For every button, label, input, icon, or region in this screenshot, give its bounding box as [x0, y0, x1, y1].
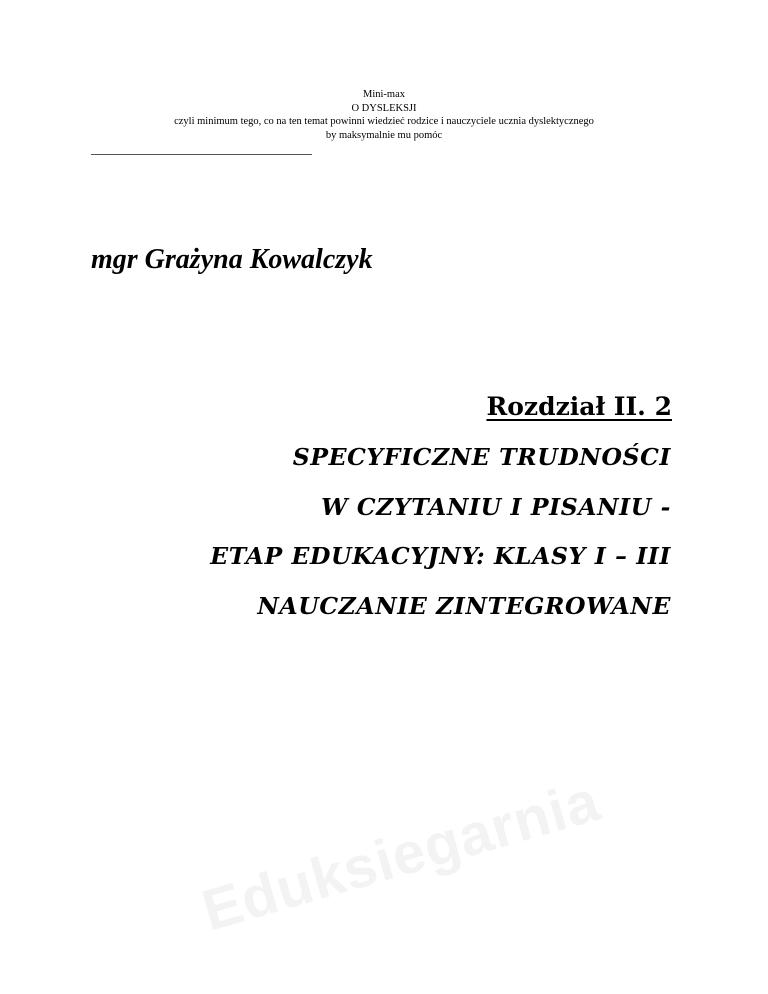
header-line-3: czyli minimum tego, co na ten temat powinni wiedzieć rodzice i nauczyciele ucznia dyslektycznego: [174, 116, 594, 127]
header-divider: [91, 154, 312, 155]
title-line-1: SPECYFICZNE TRUDNOŚCI: [292, 443, 671, 471]
title-line-3: ETAP EDUKACYJNY: KLASY I – III: [210, 542, 671, 570]
header-line-1: Mini-max: [363, 89, 405, 100]
title-line-4: NAUCZANIE ZINTEGROWANE: [257, 592, 671, 620]
title-line-2: W CZYTANIU I PISANIU -: [321, 493, 671, 521]
document-header: [0, 88, 768, 142]
header-line-4: by maksymalnie mu pomóc: [325, 129, 443, 141]
header-line-2: O DYSLEKSJI: [351, 102, 417, 114]
chapter-heading: Rozdział II. 2: [486, 392, 672, 421]
watermark: Eduksiegarnia: [195, 768, 607, 944]
author-name: mgr Grażyna Kowalczyk: [91, 244, 373, 275]
